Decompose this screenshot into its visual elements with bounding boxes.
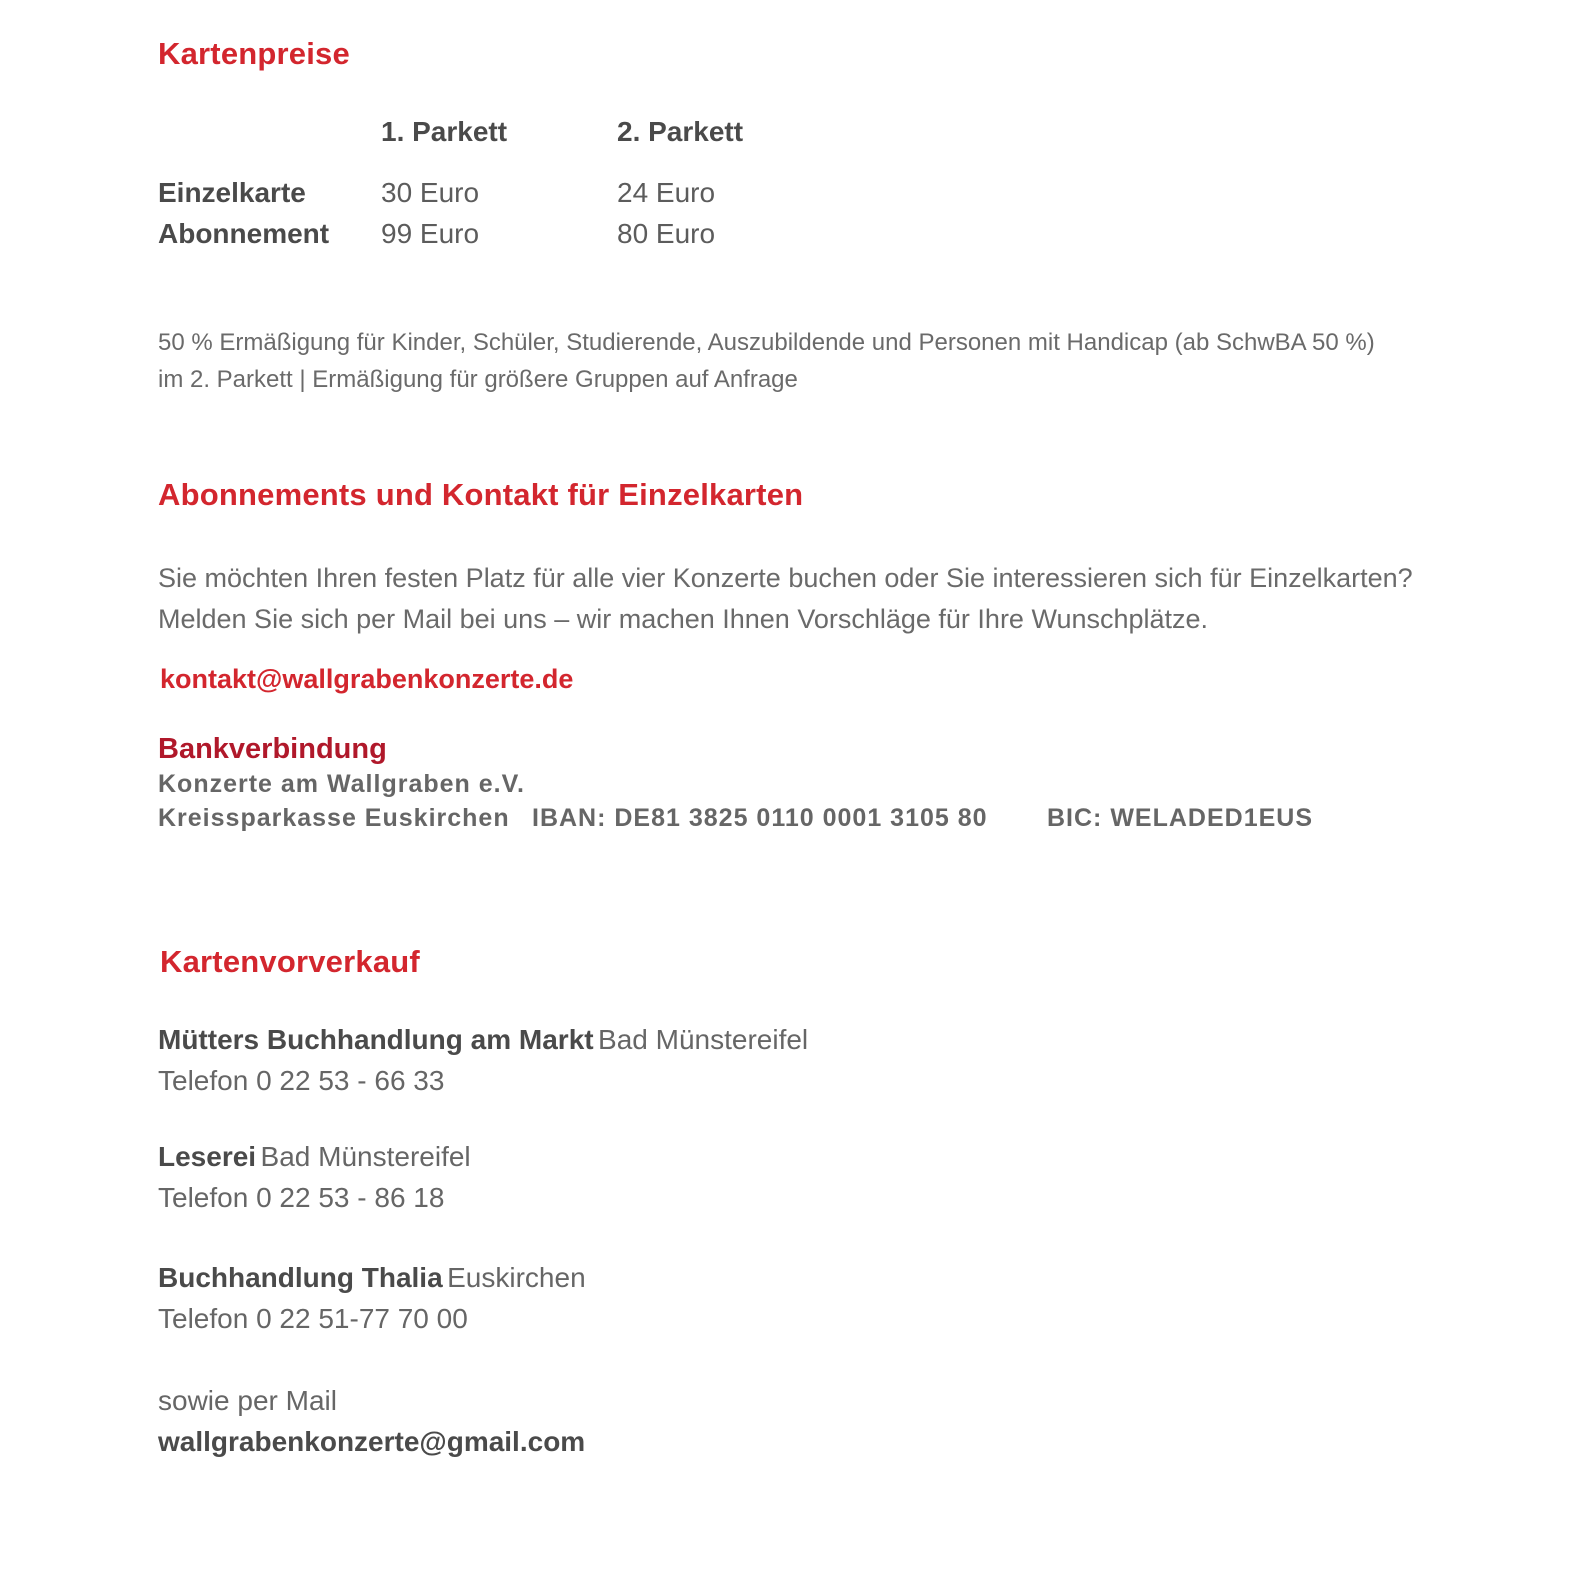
presale-email-link[interactable]: wallgrabenkonzerte@gmail.com [158,1426,586,1457]
shop-phone: Telefon 0 22 53 - 86 18 [158,1182,445,1213]
prices-heading: Kartenpreise [158,36,350,71]
contact-text-line-2: Melden Sie sich per Mail bei uns – wir machen Ihnen Vorschläge für Ihre Wunschplätze. [158,604,1209,634]
bank-title: Bankverbindung [158,733,387,765]
bank-iban: IBAN: DE81 3825 0110 0001 3105 80 [532,804,988,832]
contact-text-line-1: Sie möchten Ihren festen Platz für alle vier Konzerte buchen oder Sie interessieren sich für Einzelkarten? [158,563,1413,593]
shop-thalia [158,1262,586,1294]
presale-mail-label: sowie per Mail [158,1385,337,1416]
row-label-einzelkarte: Einzelkarte [158,177,306,208]
contact-heading: Abonnements und Kontakt für Einzelkarten [158,477,804,512]
shop-city: Bad Münstereifel [598,1024,809,1055]
shop-leserei [158,1141,471,1173]
column-header-parkett-1: 1. Parkett [381,116,508,147]
shop-name: Buchhandlung Thalia [158,1262,443,1293]
price-einzelkarte-parkett-2: 24 Euro [617,177,716,208]
discount-note-line-2: im 2. Parkett | Ermäßigung für größere Gruppen auf Anfrage [158,366,798,393]
shop-city: Bad Münstereifel [260,1141,471,1172]
column-header-parkett-2: 2. Parkett [617,116,744,147]
price-einzelkarte-parkett-1: 30 Euro [381,177,480,208]
shop-name: Leserei [158,1141,257,1172]
bank-account-holder: Konzerte am Wallgraben e.V. [158,770,525,798]
shop-name: Mütters Buchhandlung am Markt [158,1024,594,1055]
shop-phone: Telefon 0 22 51-77 70 00 [158,1303,468,1334]
discount-note-line-1: 50 % Ermäßigung für Kinder, Schüler, Studierende, Auszubildende und Personen mit Handicap (ab SchwBA 50 %) [158,329,1375,356]
shop-phone: Telefon 0 22 53 - 66 33 [158,1065,445,1096]
presale-heading: Kartenvorverkauf [160,944,420,979]
price-abonnement-parkett-2: 80 Euro [617,218,716,249]
contact-email-link[interactable]: kontakt@wallgrabenkonzerte.de [160,664,574,694]
row-label-abonnement: Abonnement [158,218,330,249]
shop-city: Euskirchen [447,1262,586,1293]
bank-name: Kreissparkasse Euskirchen [158,804,510,832]
bank-bic: BIC: WELADED1EUS [1047,804,1314,832]
price-abonnement-parkett-1: 99 Euro [381,218,480,249]
shop-muetters [158,1024,808,1056]
